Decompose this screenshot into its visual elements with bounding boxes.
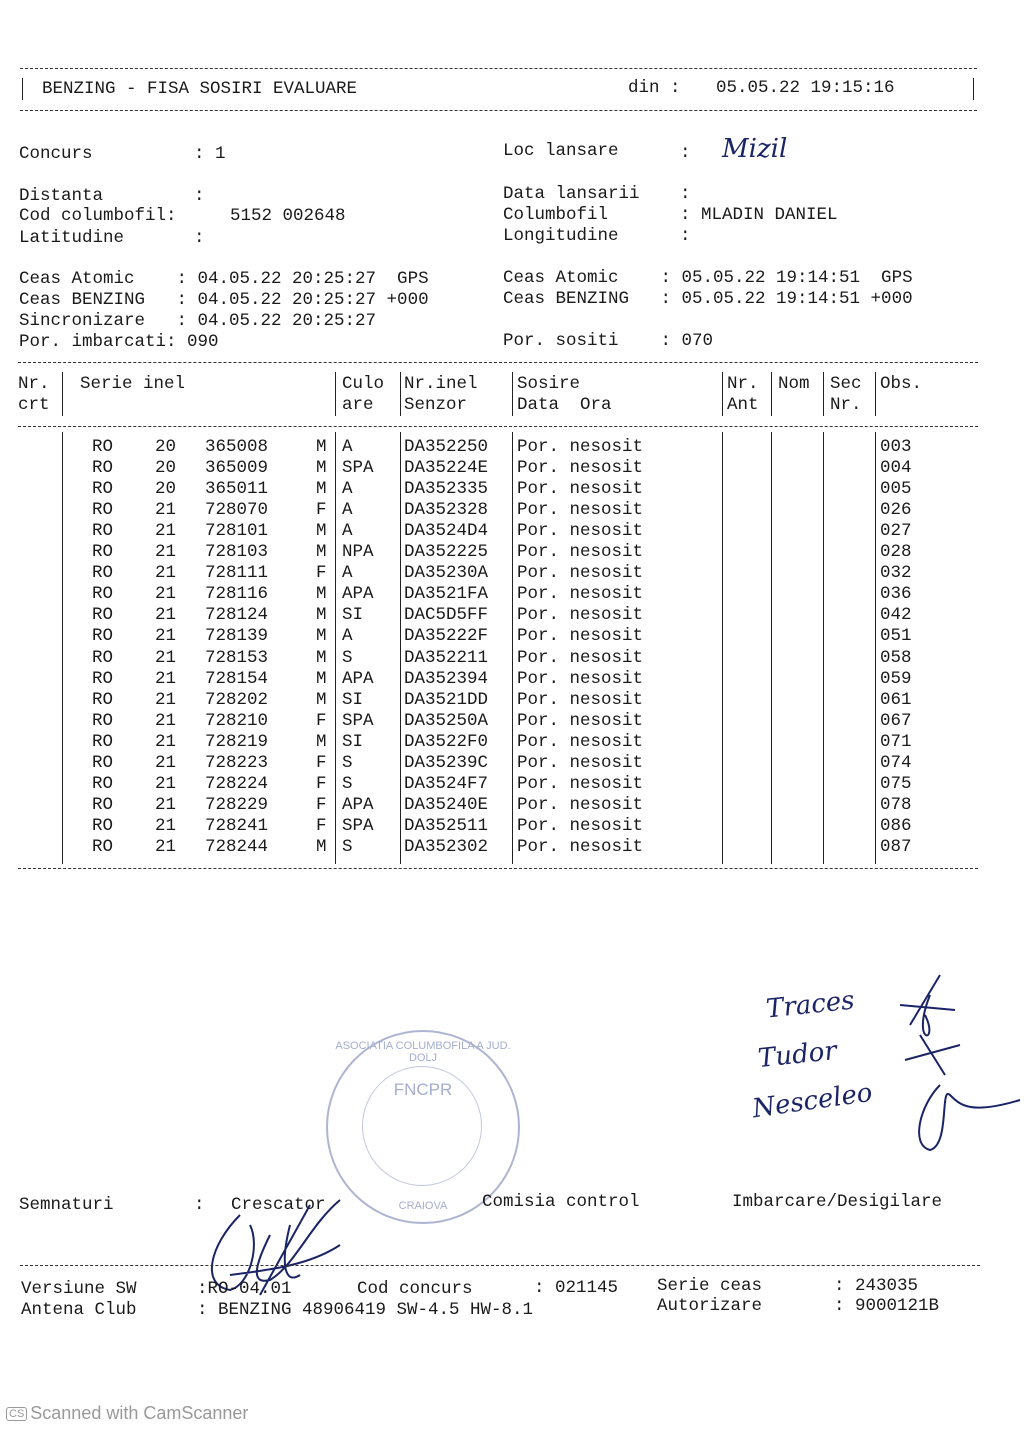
cell-obs: 027 xyxy=(880,521,912,542)
cell-sensor: DA352225 xyxy=(404,542,489,563)
semnaturi-label: Semnaturi xyxy=(19,1195,114,1215)
cell-country: RO xyxy=(92,752,114,773)
cell-year: 21 xyxy=(155,815,177,836)
handwritten-note-1: Traces xyxy=(764,985,856,1025)
versiune-label: Versiune SW xyxy=(21,1279,137,1299)
cell-sex: M xyxy=(316,626,327,647)
column-separator xyxy=(771,432,772,864)
din-label: din : xyxy=(628,78,681,98)
cell-color: SPA xyxy=(342,710,374,731)
th-serie-inel: Serie inel xyxy=(80,374,186,394)
cod-concurs-value: : 021145 xyxy=(534,1278,619,1298)
cell-ring-number: 365011 xyxy=(205,479,269,500)
crescator-label: Crescator xyxy=(231,1195,326,1215)
serie-ceas-label: Serie ceas xyxy=(657,1276,763,1296)
footer-rule xyxy=(20,1265,980,1266)
cell-color: SPA xyxy=(342,815,374,836)
distanta-label: Distanta xyxy=(19,186,104,206)
clock-left-1: Ceas Atomic : 04.05.22 20:25:27 GPS xyxy=(19,269,429,289)
cell-country: RO xyxy=(92,542,114,563)
cell-sensor: DA352328 xyxy=(404,500,489,521)
cell-ring-number: 728241 xyxy=(205,815,269,836)
cell-year: 21 xyxy=(155,521,177,542)
cell-sensor: DA3521FA xyxy=(404,584,489,605)
th-nr-ant-1: Nr. xyxy=(727,374,759,394)
cod-columbofil-value: 5152 002648 xyxy=(230,206,346,226)
cell-obs: 005 xyxy=(880,479,912,500)
semnaturi-sep: : xyxy=(194,1195,205,1215)
cell-sensor: DA352394 xyxy=(404,668,489,689)
cell-color: A xyxy=(342,626,353,647)
cell-ring-number: 728124 xyxy=(205,605,269,626)
data-lansarii-sep: : xyxy=(680,184,691,204)
cell-color: SPA xyxy=(342,458,374,479)
cell-arrival: Por. nesosit xyxy=(517,731,644,752)
serie-ceas-value: : 243035 xyxy=(834,1276,919,1296)
cell-country: RO xyxy=(92,647,114,668)
cell-arrival: Por. nesosit xyxy=(517,458,644,479)
clock-right-1: Ceas Atomic : 05.05.22 19:14:51 GPS xyxy=(503,268,913,288)
column-separator xyxy=(512,372,513,416)
cell-ring-number: 728223 xyxy=(205,752,269,773)
cell-color: NPA xyxy=(342,542,374,563)
camscanner-watermark: CS Scanned with CamScanner xyxy=(6,1403,248,1424)
cell-country: RO xyxy=(92,584,114,605)
loc-lansare-label: Loc lansare xyxy=(503,141,619,161)
cell-sex: M xyxy=(316,731,327,752)
latitudine-label: Latitudine xyxy=(19,228,125,248)
column-separator xyxy=(400,432,401,864)
cell-sex: M xyxy=(316,437,327,457)
cell-obs: 028 xyxy=(880,542,912,563)
th-nr-crt-2: crt xyxy=(18,395,50,415)
cell-year: 21 xyxy=(155,731,177,752)
cell-sex: F xyxy=(316,710,327,731)
imbarcare-label: Imbarcare/Desigilare xyxy=(732,1192,943,1212)
cell-arrival: Por. nesosit xyxy=(517,647,644,668)
cell-sex: M xyxy=(316,542,327,563)
cell-arrival: Por. nesosit xyxy=(517,626,644,647)
longitudine-label: Longitudine xyxy=(503,226,619,246)
cell-sex: M xyxy=(316,836,327,857)
cell-obs: 032 xyxy=(880,563,912,584)
th-sosire-1: Sosire xyxy=(517,374,581,394)
cell-sensor: DAC5D5FF xyxy=(404,605,489,626)
column-separator xyxy=(875,432,876,864)
cell-sensor: DA35230A xyxy=(404,563,489,584)
column-separator xyxy=(335,432,336,864)
cell-country: RO xyxy=(92,710,114,731)
cell-ring-number: 728224 xyxy=(205,773,269,794)
cell-year: 21 xyxy=(155,710,177,731)
cell-ring-number: 728210 xyxy=(205,710,269,731)
clock-left-3: Sincronizare : 04.05.22 20:25:27 xyxy=(19,311,377,331)
cell-sensor: DA3524D4 xyxy=(404,521,489,542)
cell-arrival: Por. nesosit xyxy=(517,752,644,773)
cell-year: 21 xyxy=(155,605,177,626)
concurs-label: Concurs xyxy=(19,144,93,164)
cell-sex: M xyxy=(316,605,327,626)
cell-color: S xyxy=(342,773,353,794)
cell-color: A xyxy=(342,563,353,584)
th-nr-inel-2: Senzor xyxy=(404,395,468,415)
cell-year: 21 xyxy=(155,500,177,521)
cell-sex: M xyxy=(316,458,327,479)
cell-obs: 067 xyxy=(880,710,912,731)
cell-sensor: DA352335 xyxy=(404,479,489,500)
cell-arrival: Por. nesosit xyxy=(517,437,644,457)
cell-color: SI xyxy=(342,605,364,626)
cell-color: SI xyxy=(342,689,364,710)
handwritten-note-3: Nesceleo xyxy=(750,1077,875,1125)
cell-country: RO xyxy=(92,437,114,457)
column-separator xyxy=(771,372,772,416)
longitudine-sep: : xyxy=(680,226,691,246)
column-separator xyxy=(62,432,63,864)
th-nr-crt-1: Nr. xyxy=(18,374,50,394)
cell-country: RO xyxy=(92,563,114,584)
cell-arrival: Por. nesosit xyxy=(517,584,644,605)
cell-country: RO xyxy=(92,731,114,752)
cell-country: RO xyxy=(92,458,114,479)
cell-arrival: Por. nesosit xyxy=(517,773,644,794)
cell-obs: 003 xyxy=(880,437,912,457)
cell-ring-number: 728153 xyxy=(205,647,269,668)
table-header-rule xyxy=(18,426,978,427)
cell-sensor: DA35250A xyxy=(404,710,489,731)
cell-ring-number: 728111 xyxy=(205,563,269,584)
column-separator xyxy=(875,372,876,416)
cell-obs: 078 xyxy=(880,794,912,815)
cell-obs: 051 xyxy=(880,626,912,647)
cell-color: APA xyxy=(342,794,374,815)
cell-ring-number: 728139 xyxy=(205,626,269,647)
th-sec-nr-2: Nr. xyxy=(830,395,862,415)
cell-year: 20 xyxy=(155,437,177,457)
column-separator xyxy=(335,372,336,416)
cell-sex: M xyxy=(316,689,327,710)
document-title: BENZING - FISA SOSIRI EVALUARE xyxy=(42,79,358,99)
cell-sex: M xyxy=(316,668,327,689)
cell-sensor: DA352250 xyxy=(404,437,489,457)
cell-obs: 004 xyxy=(880,458,912,479)
cell-country: RO xyxy=(92,521,114,542)
cell-sex: F xyxy=(316,752,327,773)
columbofil-value: : MLADIN DANIEL xyxy=(680,205,838,225)
column-separator xyxy=(823,432,824,864)
cell-sex: F xyxy=(316,500,327,521)
cod-columbofil-label: Cod columbofil: xyxy=(19,206,177,226)
cell-ring-number: 728244 xyxy=(205,836,269,857)
cell-ring-number: 728229 xyxy=(205,794,269,815)
clock-right-2: Ceas BENZING : 05.05.22 19:14:51 +000 xyxy=(503,289,913,309)
cell-color: APA xyxy=(342,584,374,605)
cell-sensor: DA3524F7 xyxy=(404,773,489,794)
cell-arrival: Por. nesosit xyxy=(517,605,644,626)
cell-sensor: DA352302 xyxy=(404,836,489,857)
handwritten-note-2: Tudor xyxy=(756,1035,839,1075)
antena-value: : BENZING 48906419 SW-4.5 HW-8.1 xyxy=(197,1300,534,1320)
cell-year: 21 xyxy=(155,647,177,668)
th-culoare-1: Culo xyxy=(342,374,385,394)
cell-obs: 061 xyxy=(880,689,912,710)
cell-sensor: DA35240E xyxy=(404,794,489,815)
cell-country: RO xyxy=(92,500,114,521)
concurs-value: : 1 xyxy=(194,144,226,164)
cell-ring-number: 728103 xyxy=(205,542,269,563)
versiune-value: :RO-04.01 xyxy=(197,1279,292,1299)
cell-country: RO xyxy=(92,605,114,626)
cell-arrival: Por. nesosit xyxy=(517,500,644,521)
cell-obs: 042 xyxy=(880,605,912,626)
cell-year: 21 xyxy=(155,752,177,773)
cell-year: 21 xyxy=(155,773,177,794)
stamp-logo: FNCPR xyxy=(393,1080,453,1099)
por-imbarcati: Por. imbarcati: 090 xyxy=(19,332,219,352)
por-sositi: Por. sositi : 070 xyxy=(503,331,714,351)
cell-obs: 086 xyxy=(880,815,912,836)
cell-sex: F xyxy=(316,563,327,584)
autorizare-value: : 9000121B xyxy=(834,1296,940,1316)
cell-obs: 074 xyxy=(880,752,912,773)
cell-arrival: Por. nesosit xyxy=(517,815,644,836)
cell-sensor: DA3522F0 xyxy=(404,731,489,752)
th-obs: Obs. xyxy=(880,374,923,394)
cell-country: RO xyxy=(92,773,114,794)
columbofil-label: Columbofil xyxy=(503,205,609,225)
cell-country: RO xyxy=(92,689,114,710)
comisia-label: Comisia control xyxy=(482,1192,640,1212)
cell-country: RO xyxy=(92,836,114,857)
th-sosire-2: Data Ora xyxy=(517,395,612,415)
th-nr-inel-1: Nr.inel xyxy=(404,374,478,394)
cell-ring-number: 365008 xyxy=(205,437,269,457)
cell-color: A xyxy=(342,500,353,521)
cell-sensor: DA35224E xyxy=(404,458,489,479)
cell-sex: F xyxy=(316,815,327,836)
cell-ring-number: 728116 xyxy=(205,584,269,605)
cell-ring-number: 365009 xyxy=(205,458,269,479)
cell-year: 21 xyxy=(155,668,177,689)
cell-arrival: Por. nesosit xyxy=(517,710,644,731)
cell-arrival: Por. nesosit xyxy=(517,668,644,689)
cell-color: S xyxy=(342,752,353,773)
cell-ring-number: 728101 xyxy=(205,521,269,542)
column-separator xyxy=(722,432,723,864)
cell-obs: 059 xyxy=(880,668,912,689)
cell-year: 21 xyxy=(155,542,177,563)
cell-arrival: Por. nesosit xyxy=(517,479,644,500)
cell-year: 20 xyxy=(155,479,177,500)
camscanner-icon: CS xyxy=(6,1407,27,1421)
cell-arrival: Por. nesosit xyxy=(517,794,644,815)
column-separator xyxy=(823,372,824,416)
cell-sex: M xyxy=(316,479,327,500)
distanta-sep: : xyxy=(194,186,205,206)
column-separator xyxy=(512,432,513,864)
cell-obs: 026 xyxy=(880,500,912,521)
cell-color: A xyxy=(342,479,353,500)
cell-color: S xyxy=(342,836,353,857)
latitudine-sep: : xyxy=(194,228,205,248)
cell-sex: M xyxy=(316,647,327,668)
cell-sex: M xyxy=(316,521,327,542)
cell-country: RO xyxy=(92,668,114,689)
signature-scribble-right xyxy=(870,965,1024,1165)
cell-ring-number: 728219 xyxy=(205,731,269,752)
cell-year: 21 xyxy=(155,626,177,647)
cell-country: RO xyxy=(92,479,114,500)
clock-left-2: Ceas BENZING : 04.05.22 20:25:27 +000 xyxy=(19,290,429,310)
cell-obs: 087 xyxy=(880,836,912,857)
header-bottom-rule xyxy=(20,110,977,111)
loc-lansare-value: Mizil xyxy=(722,134,788,164)
cell-year: 20 xyxy=(155,458,177,479)
cell-color: SI xyxy=(342,731,364,752)
cell-year: 21 xyxy=(155,563,177,584)
cell-obs: 036 xyxy=(880,584,912,605)
cell-arrival: Por. nesosit xyxy=(517,836,644,857)
cell-ring-number: 728202 xyxy=(205,689,269,710)
table-top-rule xyxy=(18,362,978,363)
cell-country: RO xyxy=(92,815,114,836)
autorizare-label: Autorizare xyxy=(657,1296,763,1316)
cell-obs: 075 xyxy=(880,773,912,794)
cod-concurs-label: Cod concurs xyxy=(357,1279,473,1299)
cell-year: 21 xyxy=(155,584,177,605)
cell-obs: 058 xyxy=(880,647,912,668)
column-separator xyxy=(400,372,401,416)
cell-sensor: DA35222F xyxy=(404,626,489,647)
th-nom: Nom xyxy=(778,374,810,394)
cell-ring-number: 728070 xyxy=(205,500,269,521)
cell-arrival: Por. nesosit xyxy=(517,689,644,710)
th-culoare-2: are xyxy=(342,395,374,415)
header-left-border xyxy=(22,78,23,100)
cell-year: 21 xyxy=(155,689,177,710)
loc-lansare-sep: : xyxy=(680,143,691,163)
cell-sex: M xyxy=(316,584,327,605)
th-nr-ant-2: Ant xyxy=(727,395,759,415)
cell-sensor: DA352511 xyxy=(404,815,489,836)
table-bottom-rule xyxy=(18,868,978,869)
cell-sensor: DA3521DD xyxy=(404,689,489,710)
cell-country: RO xyxy=(92,794,114,815)
column-separator xyxy=(722,372,723,416)
cell-country: RO xyxy=(92,626,114,647)
cell-sensor: DA35239C xyxy=(404,752,489,773)
cell-sensor: DA352211 xyxy=(404,647,489,668)
club-stamp: ASOCIATIA COLUMBOFILA A JUD. DOLJ FNCPR CRAIOVA xyxy=(326,1030,520,1224)
cell-sex: F xyxy=(316,794,327,815)
header-right-border xyxy=(973,78,974,100)
th-sec-nr-1: Sec xyxy=(830,374,862,394)
cell-color: A xyxy=(342,437,353,457)
din-value: 05.05.22 19:15:16 xyxy=(716,78,895,98)
cell-sex: F xyxy=(316,773,327,794)
column-separator xyxy=(62,372,63,416)
cell-color: A xyxy=(342,521,353,542)
cell-obs: 071 xyxy=(880,731,912,752)
cell-arrival: Por. nesosit xyxy=(517,563,644,584)
cell-arrival: Por. nesosit xyxy=(517,521,644,542)
antena-label: Antena Club xyxy=(21,1300,137,1320)
cell-year: 21 xyxy=(155,794,177,815)
cell-ring-number: 728154 xyxy=(205,668,269,689)
header-top-rule xyxy=(20,68,977,69)
cell-color: S xyxy=(342,647,353,668)
cell-arrival: Por. nesosit xyxy=(517,542,644,563)
cell-year: 21 xyxy=(155,836,177,857)
data-lansarii-label: Data lansarii xyxy=(503,184,640,204)
cell-color: APA xyxy=(342,668,374,689)
